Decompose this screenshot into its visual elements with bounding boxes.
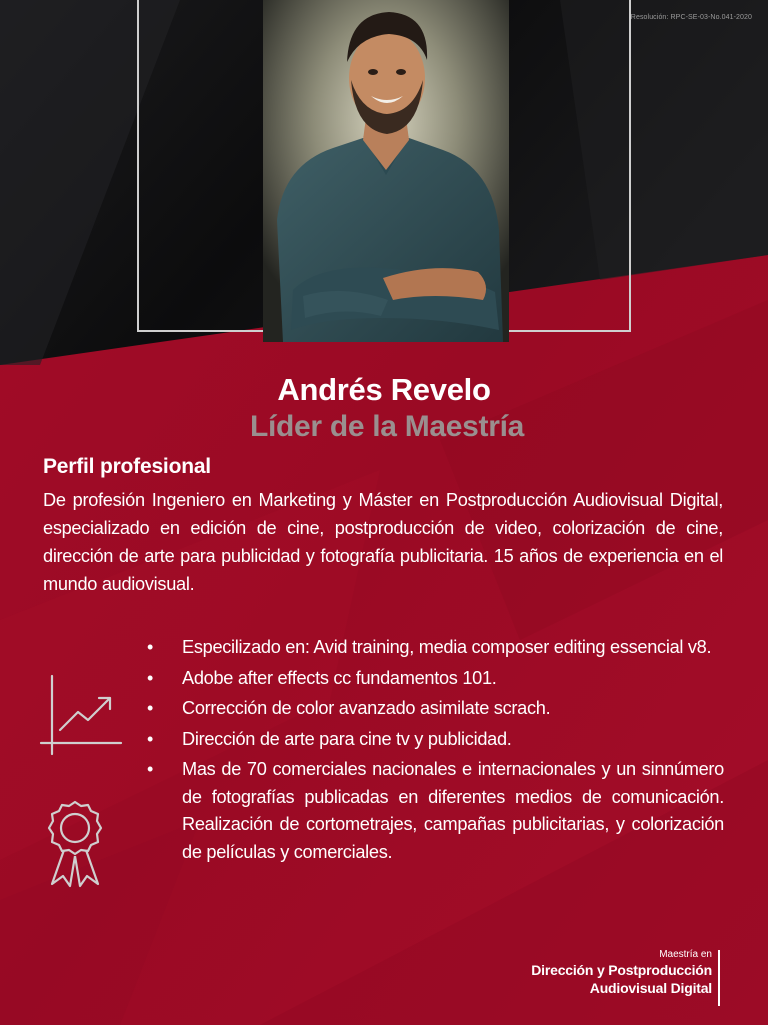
skills-list (148, 634, 724, 869)
skill-text: Dirección de arte para cine tv y publicidad. (182, 728, 512, 749)
program-name-line1: Dirección y Postproducción (531, 962, 712, 978)
program-label: Maestría en (659, 949, 712, 960)
skill-text: Especilizado en: Avid training, media composer editing essencial v8. (182, 637, 712, 657)
skill-item (148, 695, 724, 723)
growth-chart-icon (38, 672, 124, 758)
bullet-icon: • (147, 698, 154, 718)
skill-text: Mas de 70 comerciales nacionales e internacionales y un sinnúmero de fotografías publicadas en diferentes medios de comunicación. Realización de cortometrajes, campañas publicitarias, y colorización de películas y comerciales. (182, 759, 724, 862)
bullet-icon: • (147, 637, 154, 657)
person-role: Líder de la Maestría (249, 410, 525, 443)
bullet-icon: • (147, 667, 154, 688)
skill-item (148, 665, 724, 693)
skill-item (148, 756, 724, 866)
award-ribbon-icon (44, 798, 106, 890)
skill-item (148, 634, 724, 662)
program-name-line2: Audiovisual Digital (589, 980, 712, 996)
bullet-icon: • (147, 759, 154, 779)
person-name: Andrés Revelo (277, 372, 491, 407)
bullet-icon: • (147, 728, 154, 749)
resolution-text: Resolución: RPC-SE-03-No.041-2020 (630, 14, 752, 21)
program-logo (531, 948, 712, 997)
skill-text: Corrección de color avanzado asimilate scrach. (182, 698, 551, 718)
logo-divider (718, 950, 720, 1006)
portrait-photo (263, 0, 509, 342)
profile-text: De profesión Ingeniero en Marketing y Máster en Postproducción Audiovisual Digital, especializado en edición de cine, postproducción de video, colorización de cine, dirección de arte para publicidad y fotografía publicitaria. 15 años de experiencia en el mundo audiovisual. (43, 490, 723, 594)
profile-heading: Perfil profesional (43, 455, 211, 478)
skill-item (148, 726, 724, 754)
skill-text: Adobe after effects cc fundamentos 101. (182, 667, 497, 688)
